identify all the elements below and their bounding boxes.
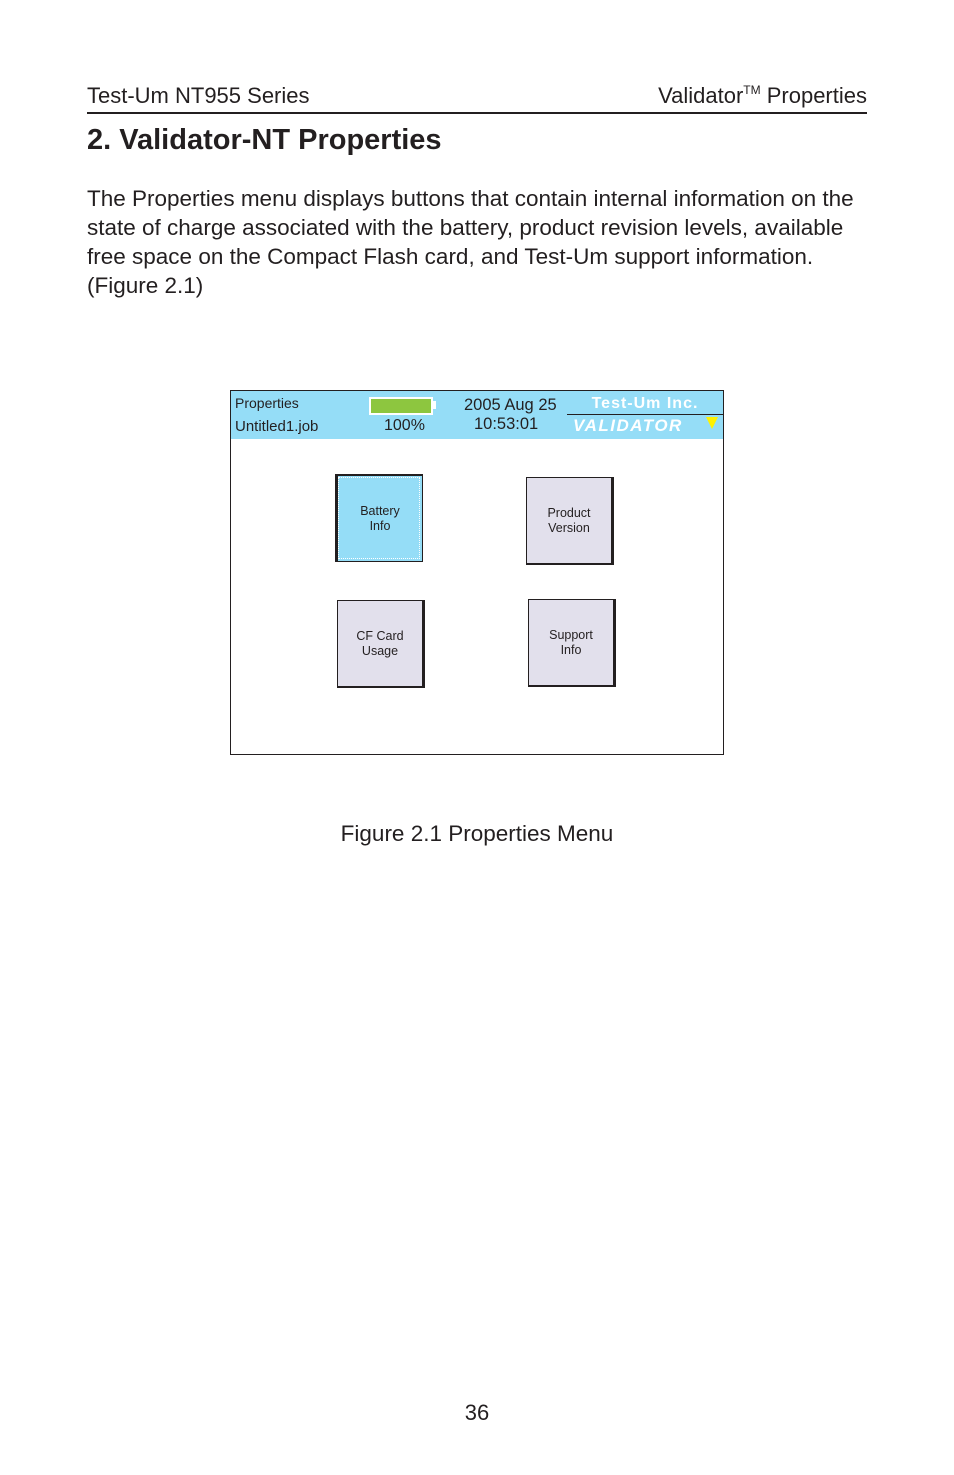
validator-logo: VALIDATOR bbox=[573, 416, 683, 435]
header-series-title: Test-Um NT955 Series bbox=[87, 83, 310, 108]
header-section-label bbox=[658, 83, 867, 109]
figure-caption: Figure 2.1 Properties Menu bbox=[340, 821, 614, 846]
product-version-button[interactable] bbox=[526, 477, 614, 565]
battery-info-label: Battery Info bbox=[360, 503, 400, 533]
device-screen bbox=[230, 390, 724, 755]
page-number: 36 bbox=[464, 1400, 490, 1425]
section-title: 2. Validator-NT Properties bbox=[87, 124, 442, 156]
status-time: 10:53:01 bbox=[474, 415, 539, 433]
battery-icon bbox=[369, 397, 433, 415]
header-section-name: Properties bbox=[760, 83, 867, 108]
battery-terminal bbox=[433, 401, 436, 409]
header-product-name: Validator bbox=[658, 83, 744, 108]
support-info-label: Support Info bbox=[549, 627, 593, 657]
battery-info-button[interactable] bbox=[335, 474, 423, 562]
status-bar bbox=[231, 391, 723, 439]
support-info-button[interactable] bbox=[528, 599, 616, 687]
trademark-mark: TM bbox=[743, 83, 761, 97]
intro-paragraph: The Properties menu displays buttons that contain internal information on the state of charge associated with the battery, product revision levels, available free space on the Compact Flash card, and Test-Um support information. (Figure 2.1) bbox=[87, 186, 854, 298]
job-filename: Untitled1.job bbox=[235, 418, 319, 435]
product-version-label: Product Version bbox=[547, 505, 591, 535]
battery-percent: 100% bbox=[384, 417, 425, 434]
running-header bbox=[87, 80, 867, 114]
cf-card-usage-label: CF Card Usage bbox=[356, 628, 404, 658]
cf-card-usage-button[interactable] bbox=[337, 600, 425, 688]
dropdown-arrow-icon[interactable] bbox=[706, 417, 718, 429]
status-date: 2005 Aug 25 bbox=[464, 396, 557, 414]
company-name: Test-Um Inc. bbox=[567, 393, 723, 415]
screen-title: Properties bbox=[235, 395, 299, 411]
